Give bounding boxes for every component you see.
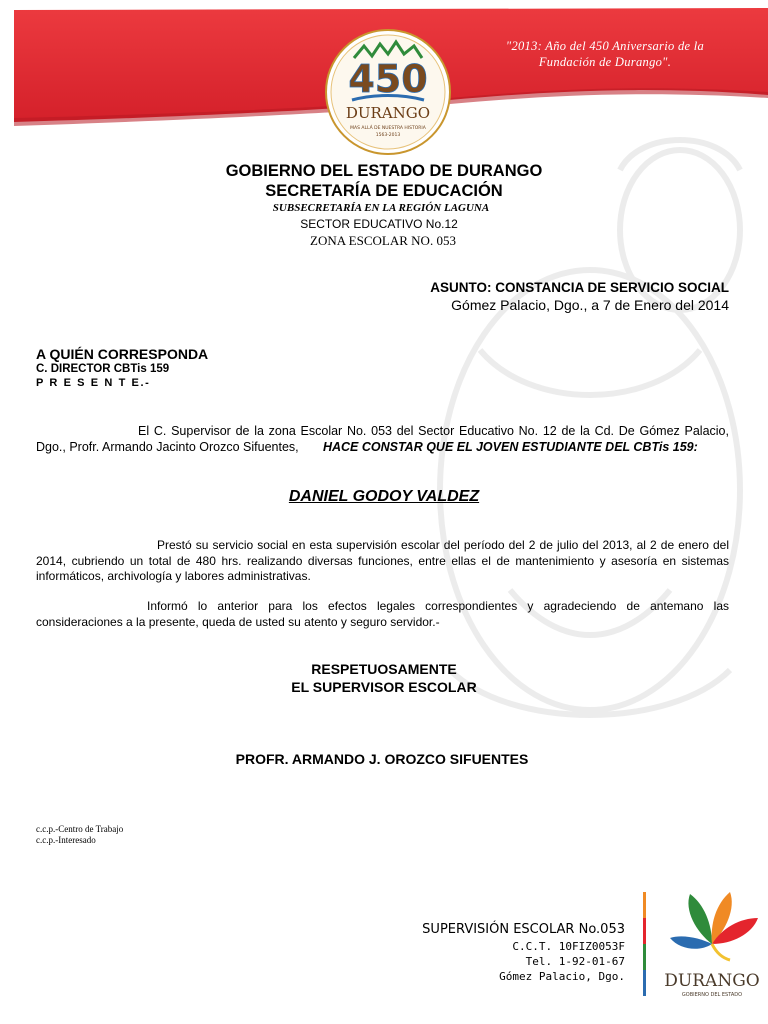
recipient-director: C. DIRECTOR CBTis 159: [36, 363, 170, 375]
seal-tagline: MAS ALLÁ DE NUESTRA HISTORIA: [350, 126, 426, 131]
footer-divider: [643, 892, 646, 996]
paragraph-3-text: Informó lo anterior para los efectos legales correspondientes y agradeciendo de antemano las consideraciones a la presente, queda de usted su atento y seguro servidor.-: [36, 599, 729, 629]
presente-line: P R E S E N T E.-: [36, 377, 151, 389]
body-paragraph-1: [36, 423, 729, 455]
government-title: GOBIERNO DEL ESTADO DE DURANGO: [225, 162, 543, 180]
durango-logo: [660, 888, 764, 1000]
body-paragraph-2: [36, 538, 729, 585]
subject-line: ASUNTO: CONSTANCIA DE SERVICIO SOCIAL: [430, 280, 729, 295]
seal-years: 1563-2013: [375, 133, 401, 138]
footer-cct: C.C.T. 10FIZ0053F: [512, 940, 625, 953]
student-name: DANIEL GODOY VALDEZ: [288, 488, 480, 505]
footer-phone: Tel. 1-92-01-67: [525, 955, 625, 968]
logo-wordmark: DURANGO: [664, 971, 760, 991]
footer-office: SUPERVISIÓN ESCOLAR No.053: [422, 922, 625, 937]
banner-motto: [470, 38, 740, 70]
banner-motto-line1: "2013: Año del 450 Aniversario de la: [505, 39, 705, 53]
subsecretariat-title: SUBSECRETARÍA EN LA REGIÓN LAGUNA: [272, 202, 490, 214]
secretariat-title: SECRETARÍA DE EDUCACIÓN: [265, 182, 503, 200]
paragraph-2-text: Prestó su servicio social en esta supervisión escolar del período del 2 de julio del 2013, al 2 de enero del 2014, cubriendo un total de 480 hrs. realizando diversas funciones, entre ellas el de mantenimiento y asesoría en sistemas informáticos, archivología y labores administrativas.: [36, 538, 729, 583]
paragraph-1-text: El C. Supervisor de la zona Escolar No. 053 del Sector Educativo No. 12 de la Cd. De Gómez Palacio, Dgo., Profr. Armando Jacinto Orozco Sifuentes,: [36, 424, 729, 454]
sector-title: SECTOR EDUCATIVO No.12: [300, 217, 458, 231]
logo-subtitle: GOBIERNO DEL ESTADO: [681, 992, 743, 998]
paragraph-1-emphasis: HACE CONSTAR QUE EL JOVEN ESTUDIANTE DEL CBTis 159:: [322, 440, 698, 454]
signatory-name: PROFR. ARMANDO J. OROZCO SIFUENTES: [235, 751, 529, 767]
place-date: Gómez Palacio, Dgo., a 7 de Enero del 2014: [451, 297, 729, 313]
ccp-line-1: c.c.p.-Centro de Trabajo: [36, 824, 124, 834]
banner-motto-line2: Fundación de Durango".: [538, 55, 672, 69]
ccp-line-2: c.c.p.-Interesado: [36, 835, 96, 845]
closing-respectfully: RESPETUOSAMENTE: [311, 661, 457, 677]
seal-name: DURANGO: [345, 104, 431, 122]
footer-city: Gómez Palacio, Dgo.: [499, 970, 625, 983]
seal-number: 450: [348, 57, 428, 101]
salutation: A QUIÉN CORRESPONDA: [36, 346, 209, 362]
body-paragraph-3: [36, 599, 729, 630]
zone-title: ZONA ESCOLAR NO. 053: [310, 233, 456, 248]
closing-role: EL SUPERVISOR ESCOLAR: [291, 679, 477, 695]
